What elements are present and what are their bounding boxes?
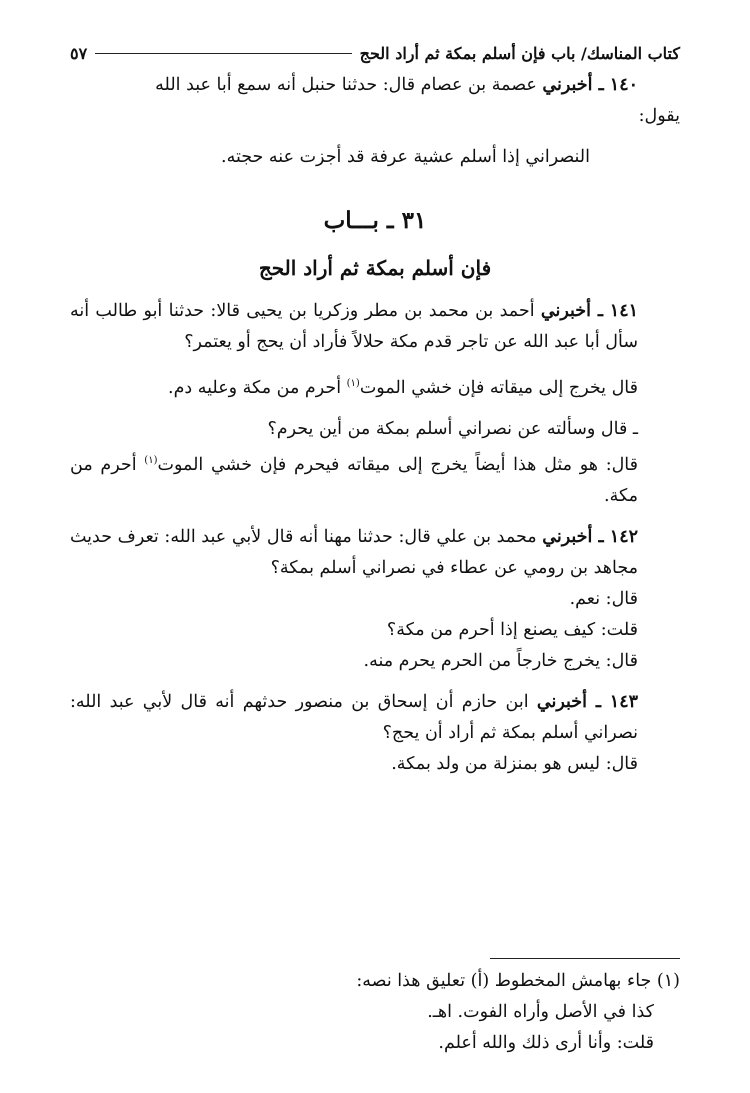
footnote-marker: (١) [346,378,360,389]
footnote-marker: (١) [144,454,158,466]
running-header [70,36,680,70]
narration-number: ١٤٣ ـ [586,691,638,712]
narration-text: أحمد بن محمد بن مطر وزكريا بن يحيى قالا: حدثنا أبو طالب أنه سأل أبا عبد الله عن تاجر قدم مكة حلالاً فأراد أن يحج أو يعتمر؟ [70,301,638,352]
chapter-subheading: فإن أسلم بمكة ثم أراد الحج [258,256,492,280]
narration-number: ١٤٢ ـ [592,526,638,547]
footnote-1-comment: قلت: وأنا أرى ذلك والله أعلم. [438,1033,654,1053]
narration-142-text [70,522,680,584]
narration-text: ابن حازم أن إسحاق بن منصور حدثهم أنه قال لأبي عبد الله: نصراني أسلم بمكة ثم أراد أن يحج؟ [70,691,638,743]
narration-142-line1: قال: نعم. [569,588,638,609]
footnotes [70,966,680,1059]
narration-141 [70,296,680,512]
chapter-heading: ٣١ ـ بـــاب [323,207,427,234]
footnote-1: (١) جاء بهامش المخطوط (أ) تعليق هذا نصه: [356,971,680,991]
page-body [70,36,680,780]
narration-143 [70,687,680,780]
narration-142-line3: قال: يخرج خارجاً من الحرم يحرم منه. [363,650,638,671]
narration-number: ١٤٠ ـ [592,75,638,95]
narration-140-line1 [70,70,680,101]
footnote-1-quote: كذا في الأصل وأراه الفوت. اهـ. [427,1002,654,1022]
narration-141-text [70,296,680,358]
answer-text: قال يخرج إلى ميقاته فإن خشي الموت [359,377,638,398]
akhbarani-keyword: أخبرني [536,691,587,712]
page-number: ٥٧ [70,43,88,63]
footnote-rule [490,958,680,959]
narration-143-text [70,687,680,749]
narration-140-line2: يقول: [638,106,680,126]
header-rule [95,53,351,54]
narration-140-quote: النصراني إذا أسلم عشية عرفة قد أجزت عنه حجته. [221,147,590,167]
answer-text: أحرم من مكة وعليه دم. [168,377,347,398]
narration-143-line1: قال: ليس هو بمنزلة من ولد بمكة. [391,753,638,774]
answer-text: أحرم من مكة. [70,454,638,506]
narration-140 [70,70,680,173]
narration-text: محمد بن علي قال: حدثنا مهنا أنه قال لأبي عبد الله: تعرف حديث مجاهد بن رومي عن عطاء في نصراني أسلم بمكة؟ [70,526,638,578]
narration-number: ١٤١ ـ [590,301,638,321]
narration-142-line2: قلت: كيف يصنع إذا أحرم من مكة؟ [386,619,638,640]
narration-141-question2: ـ قال وسألته عن نصراني أسلم بمكة من أين يحرم؟ [267,418,638,439]
narration-141-answer1 [70,368,680,404]
akhbarani-keyword: أخبرني [542,75,593,95]
akhbarani-keyword: أخبرني [542,526,593,547]
akhbarani-keyword: أخبرني [540,301,591,321]
header-title: كتاب المناسك/ باب فإن أسلم بمكة ثم أراد الحج [359,43,680,63]
narration-141-answer2 [70,445,680,512]
narration-text: عصمة بن عصام قال: حدثنا حنبل أنه سمع أبا عبد الله [155,75,543,95]
narration-142 [70,522,680,677]
answer-text: قال: هو مثل هذا أيضاً يخرج إلى ميقاته فيحرم فإن خشي الموت [157,454,638,475]
